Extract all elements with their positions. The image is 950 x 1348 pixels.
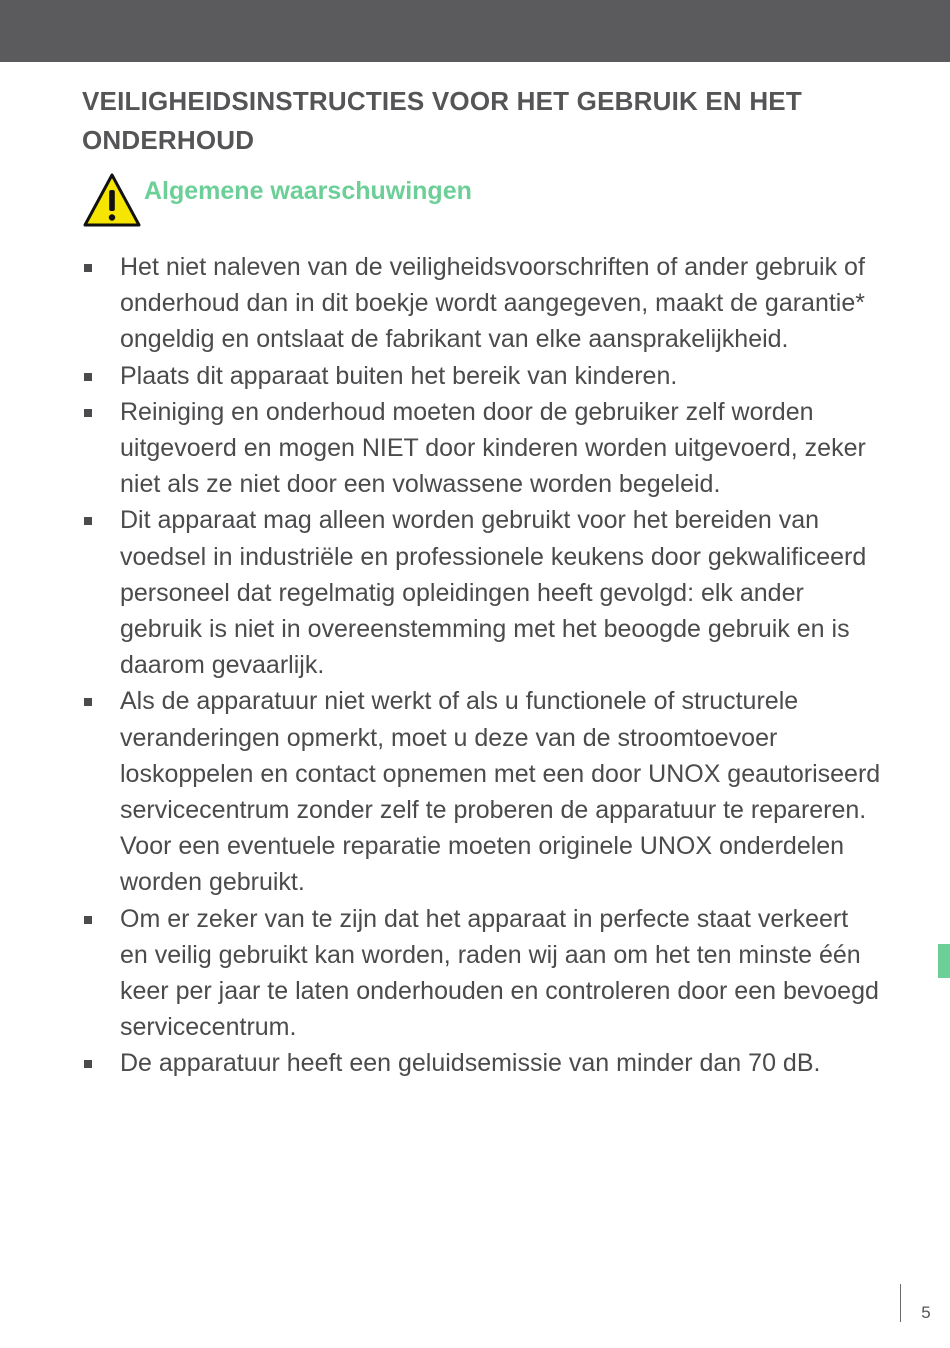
bullet-icon <box>84 698 92 706</box>
list-item-text: De apparatuur heeft een geluidsemissie van minder dan 70 dB. <box>120 1049 821 1078</box>
section-tab-marker <box>938 944 950 978</box>
list-item-text: Het niet naleven van de veiligheidsvoorschriften of ander gebruik of onderhoud dan in dit boekje wordt aangegeven, maakt de garantie* ongeldig en ontslaat de fabrikant van elke aansprakelijkheid. <box>120 253 865 354</box>
list-item <box>82 901 882 1046</box>
list-item <box>82 683 882 900</box>
page-number: 5 <box>921 1303 931 1322</box>
list-item-text: Plaats dit apparaat buiten het bereik van kinderen. <box>120 361 678 390</box>
bullet-icon <box>84 916 92 924</box>
warning-triangle-icon <box>82 172 142 228</box>
bullet-icon <box>84 517 92 525</box>
list-item-text: Dit apparaat mag alleen worden gebruikt voor het bereiden van voedsel in industriële en professionele keukens door gekwalificeerd personeel dat regelmatig opleidingen heeft gevolgd: elk ander gebruik is niet in overeenstemming met het beoogde gebruik en is daarom gevaarlijk. <box>120 506 867 680</box>
list-item <box>82 1045 882 1081</box>
list-item <box>82 502 882 683</box>
list-item <box>82 358 882 394</box>
section-subtitle: Algemene waarschuwingen <box>144 177 472 205</box>
page-title: VEILIGHEIDSINSTRUCTIES VOOR HET GEBRUIK EN HET ONDERHOUD <box>82 86 802 155</box>
bullet-icon <box>84 409 92 417</box>
list-item <box>82 249 882 358</box>
list-item-text: Reiniging en onderhoud moeten door de gebruiker zelf worden uitgevoerd en mogen NIET door kinderen worden uitgevoerd, zeker niet als ze niet door een volwassene worden begeleid. <box>120 397 866 499</box>
list-item-text: Als de apparatuur niet werkt of als u functionele of structurele veranderingen opmerkt, moet u deze van de stroomtoevoer loskoppelen en contact opnemen met een door UNOX geautoriseerd servicecentrum zonder zelf te proberen de apparatuur te repareren. Voor een eventuele reparatie moeten originele UNOX onderdelen worden gebruikt. <box>120 687 881 897</box>
list-item <box>82 394 882 503</box>
top-header-bar <box>0 0 950 62</box>
bullet-icon <box>84 264 92 272</box>
bullet-icon <box>84 373 92 381</box>
warnings-list <box>82 249 882 1082</box>
page-number-divider <box>900 1284 901 1322</box>
bullet-icon <box>84 1060 92 1068</box>
list-item-text: Om er zeker van te zijn dat het apparaat in perfecte staat verkeert en veilig gebruikt kan worden, raden wij aan om het ten minste één keer per jaar te laten onderhouden en controleren door een bevoegd servicecentrum. <box>120 904 879 1042</box>
